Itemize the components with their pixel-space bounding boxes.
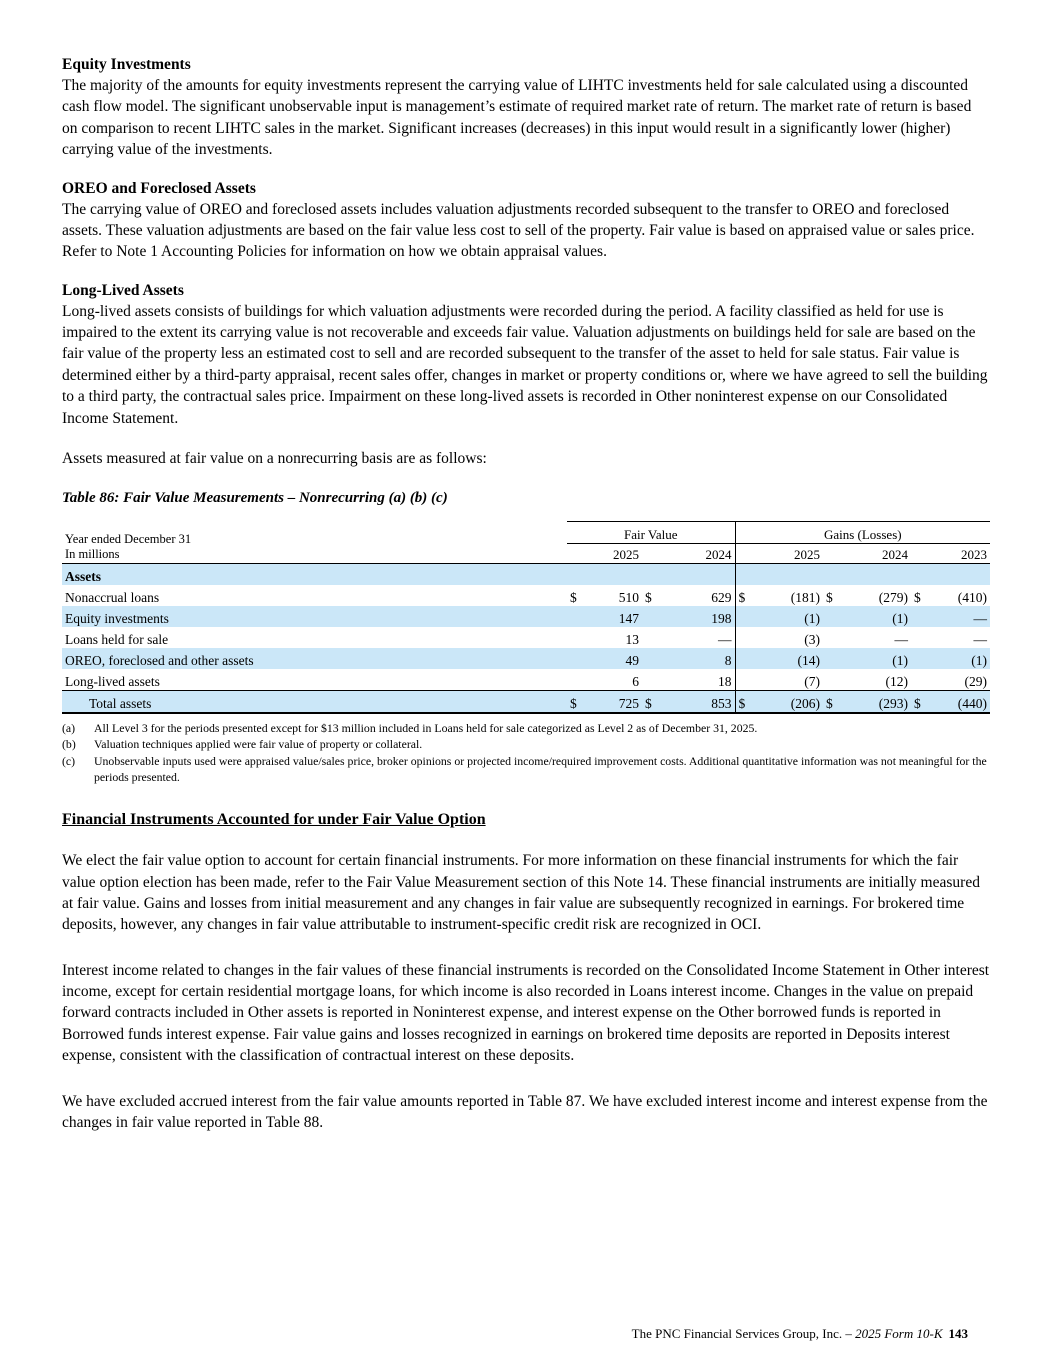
value-cell: 725 [587,690,642,713]
column-group-fair-value: Fair Value [567,521,735,543]
value-cell: 510 [618,589,639,605]
value-cell: (181) [790,589,820,605]
column-group-gains-losses: Gains (Losses) [735,521,990,543]
dollar-cell: $ [735,690,757,713]
dollar-cell [642,669,667,691]
dollar-cell [823,669,847,691]
row-label: Loans held for sale [65,631,169,647]
year-header: 2024 [642,543,735,563]
dollar-cell [911,606,937,627]
value-cell: (3) [804,631,820,647]
value-cell: 8 [667,648,735,669]
fvo-paragraph: We have excluded accrued interest from the fair value amounts reported in Table 87. We have excluded interest income and interest expense from the changes in fair value reported in Table 88. [62,1092,988,1131]
table-group-header-row [62,521,990,543]
value-cell: (1) [847,606,911,627]
table-row [62,627,990,648]
footnote [62,721,990,737]
fvo-paragraph: We elect the fair value option to account for certain financial instruments. For more information on these financial instruments for which the fair value option election has been made, refer to the Fair Value Measurement section of this Note 14. These financial instruments are initially measured at fair value. Gains and losses from initial measurement and any changes in fair value are subsequently recognized in earnings. For brokered time deposits, however, any changes in fair value attributable to instrument-specific credit risk are recognized in OCI. [62,852,980,934]
year-header: 2025 [735,543,823,563]
section-oreo-foreclosed-assets [62,180,990,263]
value-cell: (440) [937,690,990,713]
footnote-text: All Level 3 for the periods presented except for $13 million included in Loans held for sale categorized as Level 2 as of December 31, 2025. [94,720,758,735]
table-section-row [62,563,990,585]
meta-line-1: Year ended December 31 [65,531,192,546]
table-footnotes [62,721,990,785]
page-footer [632,1326,968,1342]
fair-value-nonrecurring-table [62,521,990,714]
dollar-cell [911,648,937,669]
dollar-cell: $ [823,690,847,713]
table-row [62,648,990,669]
dollar-cell: $ [570,589,577,605]
section-heading: OREO and Foreclosed Assets [62,179,256,197]
dollar-cell [911,669,937,691]
section-heading: Equity Investments [62,56,191,73]
footnote-marker: (c) [62,754,76,768]
footnote-marker: (a) [62,720,76,735]
row-label: OREO, foreclosed and other assets [62,648,567,669]
dollar-cell: $ [645,589,652,605]
footnote-text: Unobservable inputs used were appraised value/sales price, broker opinions or projected income/required improvement costs. Additional quantitative information was not meaningful for the periods presented. [94,754,987,784]
fvo-section-heading: Financial Instruments Accounted for under Fair Value Option [62,811,486,829]
dollar-cell [567,669,587,691]
value-cell: (14) [757,648,823,669]
value-cell: (1) [937,648,990,669]
dollar-cell [823,606,847,627]
fvo-paragraph: Interest income related to changes in the fair values of these financial instruments is recorded on the Consolidated Income Statement in Other interest income, except for certain residential mortgage loans, for which income is also recorded in Loans interest income. Changes in the value on prepaid forward contracts included in Other assets is reported in Noninterest expense, and interest expense on the Other borrowed funds is reported in Borrowed funds interest expense. Fair value gains and losses recognized in earnings on brokered time deposits are reported in Deposits interest expense, consistent with the classification of contractual interest on these deposits. [62,961,990,1065]
footnote-text: Valuation techniques applied were fair value of property or collateral. [94,737,423,752]
value-cell: (12) [885,673,908,689]
value-cell: (7) [804,673,820,689]
year-header: 2025 [567,543,642,563]
year-header: 2024 [823,543,911,563]
value-cell: 6 [632,673,639,689]
dollar-cell: $ [642,690,667,713]
dollar-cell [567,648,587,669]
value-cell: 147 [587,606,642,627]
row-label: Equity investments [62,606,567,627]
dollar-cell [567,606,587,627]
value-cell: 13 [625,631,639,647]
table-row [62,606,990,627]
value-cell: (1) [757,606,823,627]
value-cell: — [894,631,908,647]
dollar-cell [642,648,667,669]
footer-form-name: 2025 Form 10-K [855,1326,943,1341]
dollar-cell [567,627,587,648]
dollar-cell: $ [914,589,921,605]
dollar-cell: $ [735,585,757,606]
value-cell: (279) [878,589,908,605]
dollar-cell [642,627,667,648]
section-body: Long-lived assets consists of buildings for which valuation adjustments were recorded during the period. A facility classified as held for use is impaired to the extent its carrying value is not recoverable and exceeds fair value. Valuation adjustments on buildings held for sale are based on the fair value of the property less an estimated cost to sell and are recorded subsequent to the transfer of the asset to held for sale status. Fair value is determined either by a third-party appraisal, recent sales offer, changes in market or property conditions or, where we have agreed to sell the building to a third party, the contractual sales price. Impairment on these long-lived assets is recorded in Other noninterest expense on our Consolidated Income Statement. [62,302,988,427]
dollar-cell [823,627,847,648]
row-label: Total assets [62,690,567,713]
dollar-cell [642,606,667,627]
value-cell: (1) [847,648,911,669]
value-cell: (410) [957,589,988,605]
empty-cell [735,563,990,585]
dollar-cell: $ [567,690,587,713]
section-heading: Long-Lived Assets [62,281,184,299]
dollar-cell [735,648,757,669]
dollar-cell [911,627,937,648]
value-cell: (206) [757,690,823,713]
section-body: The carrying value of OREO and foreclosed assets includes valuation adjustments recorded subsequent to the transfer to OREO and foreclosed assets. These valuation adjustments are based on the fair value less cost to sell of the property. Fair value is based on appraised value or sales price. Refer to Note 1 Accounting Policies for information on how we obtain appraisal values. [62,200,975,261]
value-cell: 49 [587,648,642,669]
dollar-cell [735,669,757,691]
table-title: Table 86: Fair Value Measurements – Nonrecurring (a) (b) (c) [62,489,448,506]
row-label: Nonaccrual loans [65,589,160,605]
dollar-cell: $ [826,589,833,605]
section-row-label: Assets [62,563,735,585]
row-label: Long-lived assets [65,673,160,689]
footnote-marker: (b) [62,737,76,752]
section-equity-investments [62,56,990,161]
section-body: The majority of the amounts for equity investments represent the carrying value of LIHTC investments held for sale calculated using a discounted cash flow model. The significant unobservable input is management’s estimate of required market rate of return. The market rate of return is based on comparison to recent LIHTC sales in the market. Significant increases (decreases) in this input would result in a significantly lower (higher) carrying value of the investments. [62,77,972,159]
table-total-row [62,690,990,713]
footer-page-number: 143 [948,1326,968,1341]
meta-line-2: In millions [65,547,120,562]
footnote [62,754,990,785]
value-cell: 853 [667,690,735,713]
section-long-lived-assets [62,282,990,429]
value-cell: — [937,606,990,627]
dollar-cell [735,606,757,627]
footer-company-name: The PNC Financial Services Group, Inc. – [631,1326,856,1341]
year-header: 2023 [911,543,990,563]
value-cell: — [718,631,732,647]
dollar-cell [735,627,757,648]
value-cell: 629 [711,589,732,605]
value-cell: (29) [964,673,988,689]
table-intro-line: Assets measured at fair value on a nonrecurring basis are as follows: [62,449,487,467]
table-meta [62,521,567,563]
value-cell: — [973,631,988,647]
value-cell: 198 [667,606,735,627]
footnote [62,737,990,753]
dollar-cell: $ [911,690,937,713]
table-row [62,669,990,691]
value-cell: 18 [718,673,732,689]
dollar-cell [823,648,847,669]
document-page [62,56,990,1133]
table-row [62,585,990,606]
value-cell: (293) [847,690,911,713]
